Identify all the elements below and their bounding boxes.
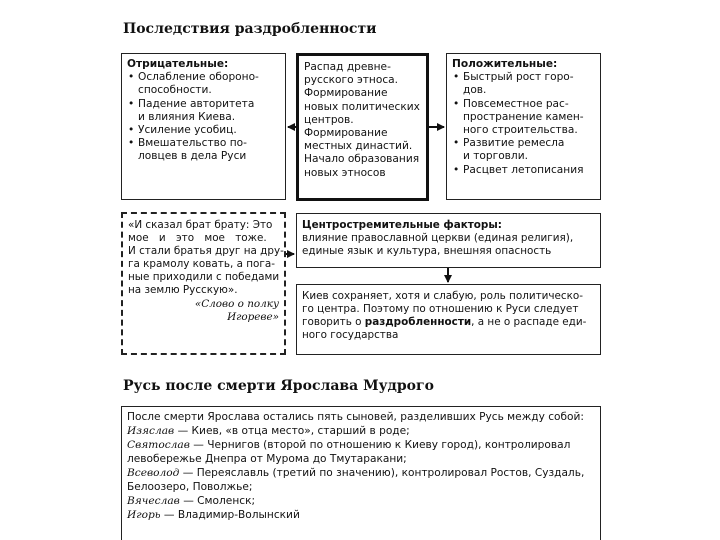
list-item: • Расцвет летописания (452, 164, 584, 177)
list-item: • Ослабление обороно- способности. (127, 71, 259, 97)
positive-title: Положительные: (452, 58, 558, 70)
list-item: • Вмешательство по- ловцев в дела Руси (127, 137, 259, 163)
son-entry: Святослав — Чернигов (второй по отношению к Киеву город), контролировал (127, 439, 571, 451)
list-item: • Повсеместное рас- пространение камен- ного строительства. (452, 98, 584, 138)
sons-intro: После смерти Ярослава остались пять сыновей, разделивших Русь между собой: (127, 411, 584, 423)
kiev-text-line: ного государства (302, 329, 399, 342)
section-title-consequences: Последствия раздробленности (123, 21, 377, 37)
centripetal-title: Центростремительные факторы: (302, 219, 502, 231)
sons-box (121, 406, 601, 540)
kiev-text-line: говорить о раздробленности, а не о распаде еди- (302, 316, 587, 329)
centripetal-line: влияние православной церкви (единая религия), (302, 232, 574, 245)
son-entry-cont: левобережье Днепра от Мурома до Тмутаракани; (127, 453, 407, 465)
list-item: • Усиление усобиц. (127, 124, 259, 137)
list-item: • Развитие ремесла и торговли. (452, 137, 584, 163)
kiev-text-line: го центра. Поэтому по отношению к Руси следует (302, 303, 579, 316)
son-entry-cont: Белоозеро, Поволжье; (127, 481, 253, 493)
list-item: • Падение авторитета и влияния Киева. (127, 98, 259, 124)
son-entry: Игорь — Владимир-Волынский (127, 509, 300, 521)
quote-text: «И сказал брат брату: Это мое и это мое тоже. И стали братья друг на дру- га крамолу ковать, а пога- ные приходили с победами на землю Русскую». «Слово о полку Игореве» (128, 219, 284, 323)
son-name: Игорь (127, 509, 161, 521)
quote-source-cont: Игореве» (227, 310, 279, 323)
center-text: Распад древне- русского этноса. Формирование новых политических центров. Формирование местных династий. Начало образования новых этносов (304, 61, 420, 179)
son-name: Всеволод (127, 467, 180, 479)
son-entry: Изяслав — Киев, «в отца место», старший в роде; (127, 425, 410, 437)
kiev-text-line: Киев сохраняет, хотя и слабую, роль политическо- (302, 290, 584, 302)
section-title-after-yaroslav: Русь после смерти Ярослава Мудрого (123, 378, 434, 394)
son-name: Изяслав (127, 425, 175, 437)
negative-title: Отрицательные: (127, 58, 229, 70)
quote-source: «Слово о полку (194, 297, 279, 310)
list-item: • Быстрый рост горо- дов. (452, 71, 584, 97)
centripetal-line: единые язык и культура, внешняя опасность (302, 245, 552, 258)
son-entry: Вячеслав — Смоленск; (127, 495, 256, 507)
fragmentation-term: раздробленности (364, 316, 472, 329)
son-entry: Всеволод — Переяславль (третий по значению), контролировал Ростов, Суздаль, (127, 467, 585, 479)
son-name: Вячеслав (127, 495, 180, 507)
son-name: Святослав (127, 439, 190, 451)
